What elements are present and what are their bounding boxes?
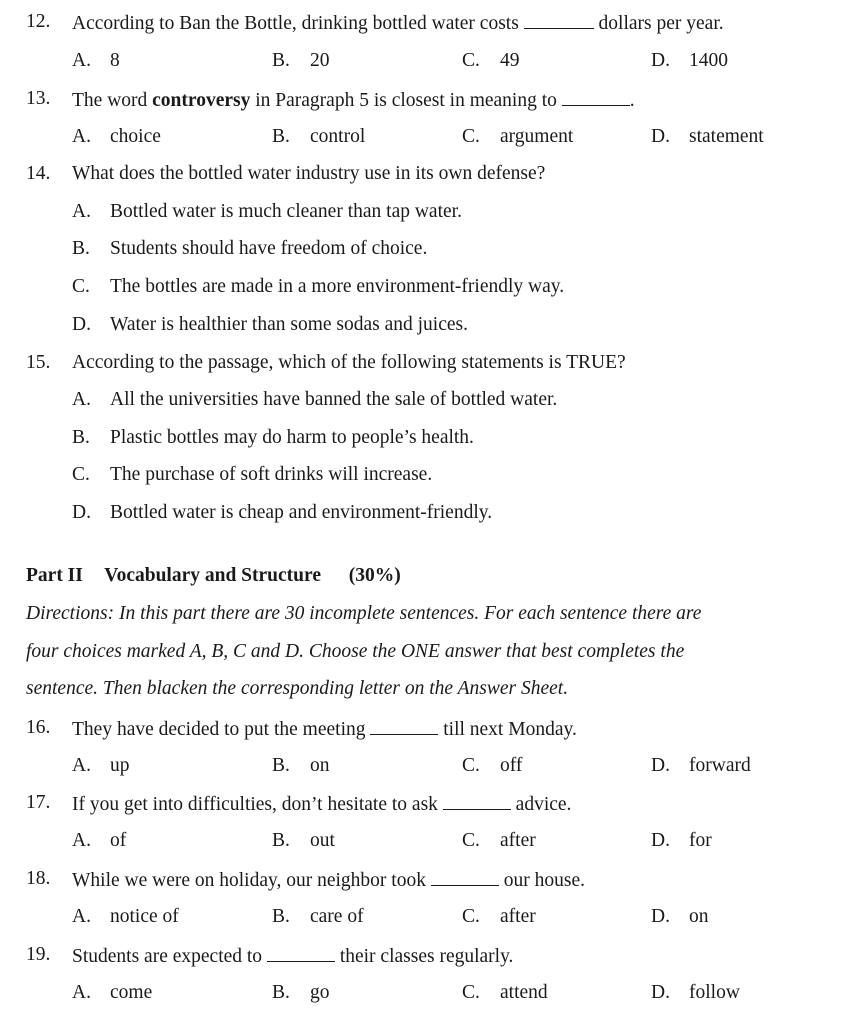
question-number: 14. <box>26 163 51 184</box>
directions-line-3: sentence. Then blacken the corresponding letter on the Answer Sheet. <box>26 678 569 699</box>
directions-line-2: four choices marked A, B, C and D. Choose the ONE answer that best completes the <box>26 641 685 662</box>
question-number: 12. <box>26 11 51 32</box>
option-a: A. of <box>72 830 127 851</box>
question-number: 15. <box>26 352 51 373</box>
option-c: C. after <box>462 830 536 851</box>
part-title: Vocabulary and Structure <box>104 565 321 586</box>
option-b: B. 20 <box>272 50 330 71</box>
question-number: 17. <box>26 792 51 813</box>
question-text: According to Ban the Bottle, drinking bottled water costs <box>72 13 519 34</box>
question-number: 19. <box>26 944 51 965</box>
question-text-end: our house. <box>503 870 585 891</box>
part-label: Part II <box>26 565 83 586</box>
question-text: According to the passage, which of the following statements is TRUE? <box>72 352 626 373</box>
option-d: D. follow <box>651 982 740 1003</box>
question-text: They have decided to put the meeting <box>72 719 366 740</box>
option-d: D. statement <box>651 126 764 147</box>
answer-blank <box>267 943 335 962</box>
question-text: While we were on holiday, our neighbor took <box>72 870 426 891</box>
option-b: B. on <box>272 755 330 776</box>
answer-blank <box>524 10 594 29</box>
option-a: A. notice of <box>72 906 179 927</box>
question-text: The word <box>72 90 148 111</box>
question-text-end: advice. <box>515 794 572 815</box>
question-text: If you get into difficulties, don’t hesitate to ask <box>72 794 438 815</box>
option-c: C. attend <box>462 982 548 1003</box>
option-d: D. forward <box>651 755 751 776</box>
question-number: 13. <box>26 88 51 109</box>
question-text-end: their classes regularly. <box>339 946 514 967</box>
section-heading <box>26 565 401 587</box>
option-a: A. choice <box>72 126 161 147</box>
option-b: B. control <box>272 126 366 147</box>
option-b: B. care of <box>272 906 364 927</box>
answer-blank <box>443 791 511 810</box>
exam-page: 12. According to Ban the Bottle, drinking bottled water costs dollars per year. A. 8 B. 20 C. 49 D. 1400 13. The word controversy in Paragraph 5 is closest in meaning to . A. choice B. control C. argument D. statement 14. What does the bottled water industry use in its own defense? A. Bottled water is much cleaner than tap water. B. Students should have freedom of choice. C. The bottles are made in a more environment-friendly way. D. Water is healthier than some sodas and juices. 15. According to the passage, which of the following statements is TRUE? A. All the universities have banned the sale of bottled water. B. Plastic bottles may do harm to people’s health. C. The purchase of soft drinks will increase. D. Bottled water is cheap and environment-friendly. Part II Vocabulary and Structure (30%) Directions: In this part there are 30 incomplete sentences. For each sentence there are four choices marked A, B, C and D. Choose the ONE answer that best completes the sentence. Then blacken the corresponding letter on the Answer Sheet. 16. They have decided to put the meeting till next Monday. A. up B. on C. off D. forward 17. If you get into difficulties, don’t hesitate to ask advice. A. of B. out C. after D. for 18. While we were on holiday, our neighbor took our house. A. notice of B. care of C. after D. on 19. Students are expected to their classes regularly. A. come B. go C. attend D. follow <box>26 11 764 1003</box>
option-d: D. for <box>651 830 712 851</box>
question-text: What does the bottled water industry use in its own defense? <box>72 163 546 184</box>
option-d: D. 1400 <box>651 50 728 71</box>
option-d: D. on <box>651 906 709 927</box>
part-score: (30%) <box>348 565 401 586</box>
option-b: B. out <box>272 830 335 851</box>
question-text: Students are expected to <box>72 946 263 967</box>
option-c: C. argument <box>462 126 574 147</box>
answer-blank <box>370 716 438 735</box>
option-c: C. off <box>462 755 523 776</box>
answer-blank <box>562 87 630 106</box>
option-c: C. after <box>462 906 536 927</box>
option-b: B. go <box>272 982 330 1003</box>
directions-line-1: Directions: In this part there are 30 incomplete sentences. For each sentence there are <box>26 603 702 624</box>
question-number: 16. <box>26 717 51 738</box>
option-a: A. up <box>72 755 130 776</box>
option-a: A. come <box>72 982 153 1003</box>
key-word: controversy <box>152 90 251 111</box>
question-text-end: dollars per year. <box>598 13 724 34</box>
question-text-end: . <box>629 90 635 111</box>
question-text-mid: in Paragraph 5 is closest in meaning to <box>255 90 557 111</box>
question-number: 18. <box>26 868 51 889</box>
answer-blank <box>431 867 499 886</box>
option-a: A. 8 <box>72 50 120 71</box>
option-c: C. 49 <box>462 50 520 71</box>
question-text-end: till next Monday. <box>443 719 577 740</box>
